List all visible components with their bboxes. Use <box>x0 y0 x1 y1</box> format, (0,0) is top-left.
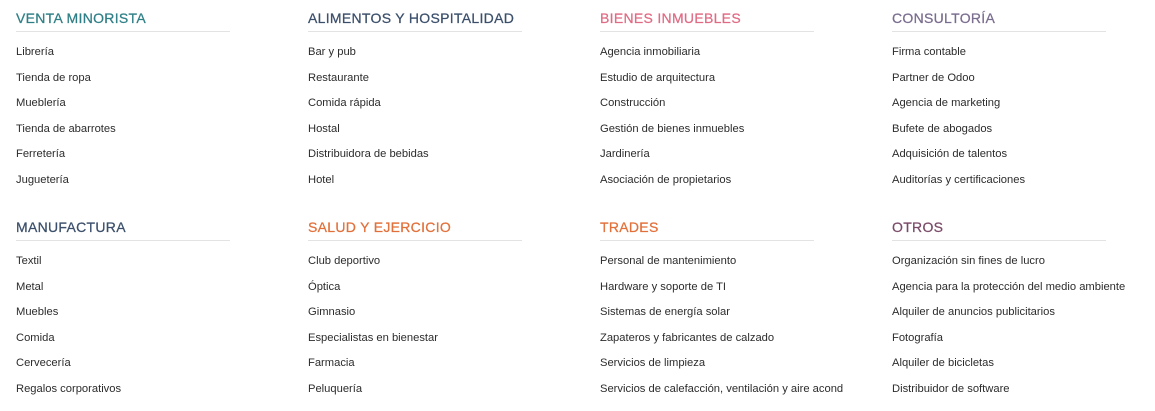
category-title: CONSULTORÍA <box>892 10 996 26</box>
list-item[interactable]: Distribuidor de software <box>892 382 1010 395</box>
list-item[interactable]: Hostal <box>308 122 340 135</box>
list-item[interactable]: Construcción <box>600 97 666 109</box>
industries-grid <box>16 0 1155 411</box>
list-item[interactable]: Fotografía <box>892 331 943 344</box>
list-item[interactable]: Adquisición de talentos <box>892 148 1008 160</box>
list-item[interactable]: Servicios de limpieza <box>600 357 706 369</box>
category-divider <box>892 240 1106 241</box>
list-item[interactable]: Bar y pub <box>308 46 356 58</box>
list-item[interactable]: Agencia para la protección del medio ambiente <box>892 280 1126 293</box>
list-item[interactable]: Alquiler de bicicletas <box>892 357 994 369</box>
category-divider <box>308 31 522 32</box>
list-item[interactable]: Personal de mantenimiento <box>600 255 737 267</box>
category-title: OTROS <box>892 219 944 235</box>
list-item[interactable]: Bufete de abogados <box>892 122 993 135</box>
list-item[interactable]: Alquiler de anuncios publicitarios <box>892 306 1055 318</box>
list-item[interactable]: Asociación de propietarios <box>600 173 732 186</box>
list-item[interactable]: Óptica <box>308 280 341 293</box>
list-item[interactable]: Hardware y soporte de TI <box>600 280 727 293</box>
category-item-list <box>600 45 890 198</box>
list-item[interactable]: Zapateros y fabricantes de calzado <box>600 331 775 344</box>
category-title: BIENES INMUEBLES <box>600 10 741 26</box>
category-divider <box>16 31 230 32</box>
category-divider <box>600 31 814 32</box>
category-item-list <box>892 254 1155 407</box>
list-item[interactable]: Librería <box>16 46 54 58</box>
list-item[interactable]: Servicios de calefacción, ventilación y aire acond <box>600 382 844 395</box>
category-item-list <box>16 254 306 407</box>
list-item[interactable]: Textil <box>16 255 42 267</box>
list-item[interactable]: Peluquería <box>308 382 363 395</box>
list-item[interactable]: Jardinería <box>600 148 650 160</box>
list-item[interactable]: Restaurante <box>308 71 369 84</box>
list-item[interactable]: Partner de Odoo <box>892 71 975 84</box>
list-item[interactable]: Tienda de ropa <box>16 71 91 84</box>
list-item[interactable]: Agencia inmobiliaria <box>600 46 701 58</box>
category-item-list <box>892 45 1155 198</box>
category-salud-y-ejercicio <box>308 219 598 407</box>
list-item[interactable]: Distribuidora de bebidas <box>308 148 429 160</box>
category-divider <box>892 31 1106 32</box>
category-alimentos-y-hospitalidad <box>308 10 598 198</box>
category-item-list <box>308 45 598 198</box>
list-item[interactable]: Cervecería <box>16 357 71 369</box>
list-item[interactable]: Firma contable <box>892 46 966 58</box>
list-item[interactable]: Gimnasio <box>308 306 356 318</box>
category-bienes-inmuebles <box>600 10 890 198</box>
list-item[interactable]: Club deportivo <box>308 255 381 267</box>
category-venta-minorista <box>16 10 306 198</box>
list-item[interactable]: Sistemas de energía solar <box>600 306 730 318</box>
list-item[interactable]: Organización sin fines de lucro <box>892 255 1045 267</box>
category-title: MANUFACTURA <box>16 219 126 235</box>
category-manufactura <box>16 219 306 407</box>
category-title: SALUD Y EJERCICIO <box>308 219 452 235</box>
category-item-list <box>16 45 306 198</box>
list-item[interactable]: Mueblería <box>16 97 66 109</box>
list-item[interactable]: Juguetería <box>16 173 69 186</box>
list-item[interactable]: Especialistas en bienestar <box>308 331 438 344</box>
list-item[interactable]: Regalos corporativos <box>16 382 122 395</box>
list-item[interactable]: Comida rápida <box>308 97 381 109</box>
category-item-list <box>308 254 598 407</box>
list-item[interactable]: Tienda de abarrotes <box>16 122 116 135</box>
category-divider <box>308 240 522 241</box>
list-item[interactable]: Ferretería <box>16 148 66 160</box>
list-item[interactable]: Metal <box>16 280 44 293</box>
list-item[interactable]: Comida <box>16 331 55 344</box>
list-item[interactable]: Estudio de arquitectura <box>600 71 716 84</box>
category-title: TRADES <box>600 219 659 235</box>
category-title: VENTA MINORISTA <box>16 10 146 26</box>
category-divider <box>600 240 814 241</box>
list-item[interactable]: Hotel <box>308 173 335 186</box>
list-item[interactable]: Gestión de bienes inmuebles <box>600 122 745 135</box>
list-item[interactable]: Farmacia <box>308 357 355 369</box>
category-consultoria <box>892 10 1155 198</box>
category-divider <box>16 240 230 241</box>
category-otros <box>892 219 1155 407</box>
category-item-list <box>600 254 890 407</box>
category-title: ALIMENTOS Y HOSPITALIDAD <box>308 10 515 26</box>
list-item[interactable]: Muebles <box>16 306 59 318</box>
category-trades <box>600 219 890 407</box>
list-item[interactable]: Agencia de marketing <box>892 97 1001 109</box>
list-item[interactable]: Auditorías y certificaciones <box>892 173 1026 186</box>
